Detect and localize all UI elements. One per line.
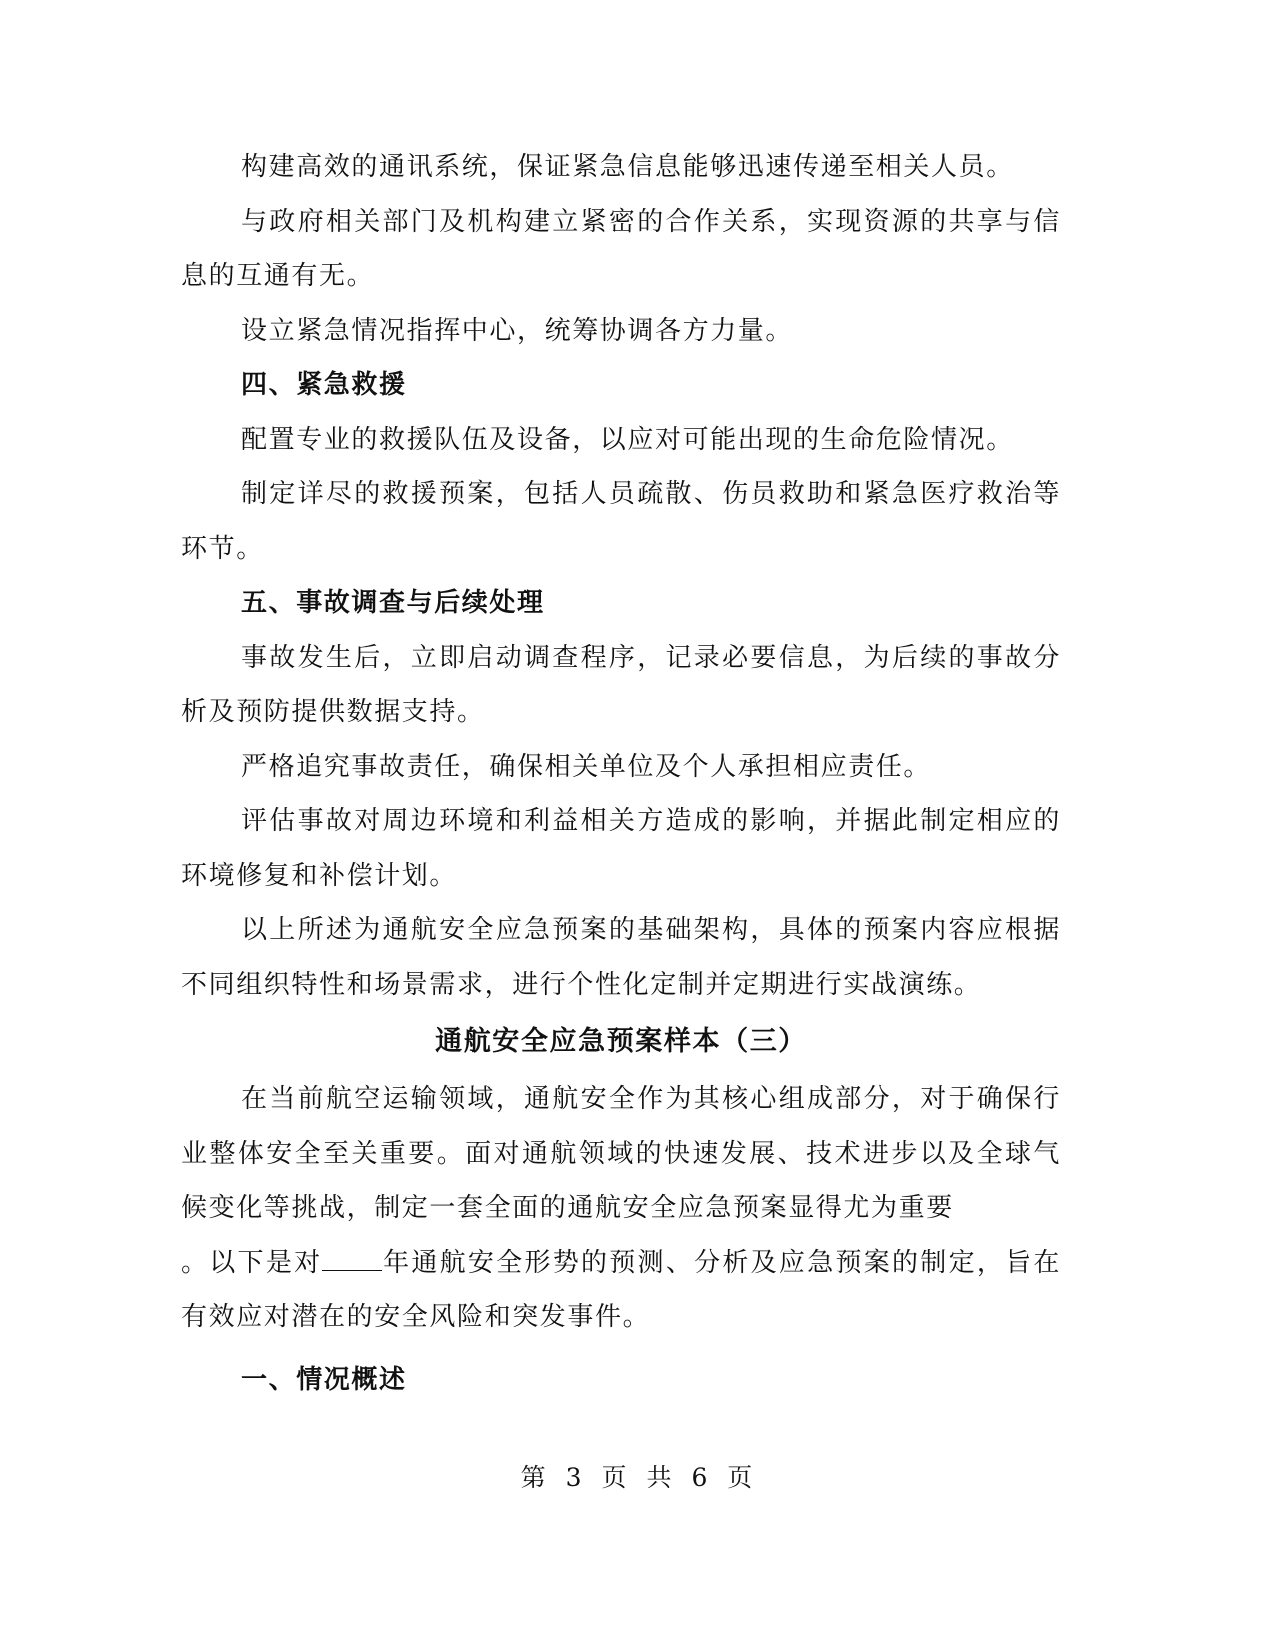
- section-heading: 一、情况概述: [241, 1364, 407, 1395]
- paragraph: 设立紧急情况指挥中心，统筹协调各方力量。: [241, 315, 794, 346]
- paragraph: 配置专业的救援队伍及设备，以应对可能出现的生命危险情况。: [241, 424, 1014, 455]
- section-heading: 五、事故调查与后续处理: [241, 588, 545, 618]
- page-total-prefix: 共: [646, 1463, 674, 1492]
- document-section-title: 通航安全应急预案样本（三）: [435, 1026, 807, 1057]
- page-total-unit: 页: [727, 1463, 755, 1492]
- page-number-prefix: 第: [520, 1463, 548, 1492]
- section-heading: 四、紧急救援: [241, 370, 407, 400]
- document-body: [181, 140, 1061, 1407]
- paragraph: 评估事故对周边环境和利益相关方造成的影响，并据此制定相应的环境修复和补偿计划。: [181, 806, 1061, 891]
- paragraph: 在当前航空运输领域，通航安全作为其核心组成部分，对于确保行业整体安全至关重要。面对通航领域的快速发展、技术进步以及全球气候变化等挑战，制定一套全面的通航安全应急预案显得尤为重要: [181, 1084, 1061, 1223]
- paragraph-text: 年通航安全形势的预测、分析及应急预案的制定，旨在有效应对潜在的安全风险和突发事件。: [181, 1247, 1061, 1332]
- fill-in-blank: [322, 1248, 382, 1271]
- paragraph: 事故发生后，立即启动调查程序，记录必要信息，为后续的事故分析及预防提供数据支持。: [181, 642, 1061, 727]
- paragraph: 制定详尽的救援预案，包括人员疏散、伤员救助和紧急医疗救治等环节。: [181, 479, 1061, 564]
- paragraph: 以上所述为通航安全应急预案的基础架构，具体的预案内容应根据不同组织特性和场景需求，进行个性化定制并定期进行实战演练。: [181, 915, 1061, 1000]
- total-page-number: 6: [691, 1463, 710, 1492]
- current-page-number: 3: [565, 1463, 584, 1492]
- page-footer: [0, 1458, 1275, 1494]
- page-number-unit: 页: [601, 1463, 629, 1492]
- paragraph: 构建高效的通讯系统，保证紧急信息能够迅速传递至相关人员。: [241, 152, 1014, 182]
- paragraph: [181, 1236, 1061, 1345]
- paragraph: 严格追究事故责任，确保相关单位及个人承担相应责任。: [241, 751, 932, 782]
- paragraph: 与政府相关部门及机构建立紧密的合作关系，实现资源的共享与信息的互通有无。: [181, 206, 1061, 291]
- paragraph-text: 。以下是对: [181, 1247, 323, 1278]
